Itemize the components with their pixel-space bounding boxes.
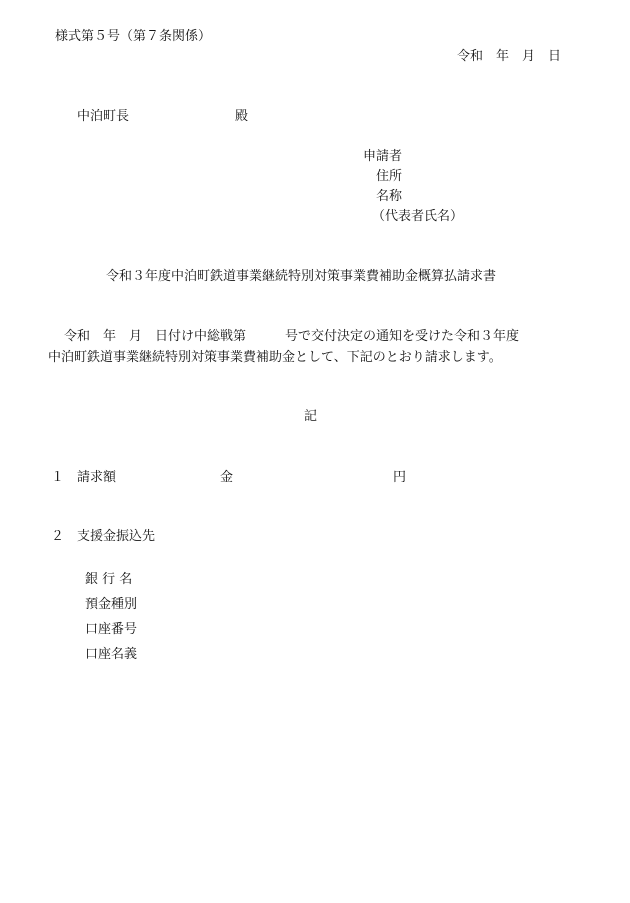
item-2-number: ２	[51, 529, 65, 544]
claim-amount-yen: 円	[393, 470, 407, 485]
applicant-address-label: 住所	[376, 169, 403, 184]
account-number-label: 口座番号	[85, 622, 138, 637]
body-text-line-2: 中泊町鉄道事業継続特別対策事業費補助金として、下記のとおり請求します。	[48, 350, 502, 365]
ki-heading: 記	[304, 409, 318, 424]
bank-name-label: 銀 行 名	[85, 572, 133, 587]
deposit-type-label: 預金種別	[85, 597, 138, 612]
applicant-label: 申請者	[363, 149, 403, 164]
form-number: 様式第５号（第７条関係）	[55, 29, 212, 44]
document-date: 令和 年 月 日	[457, 49, 562, 64]
body-text-line-1: 令和 年 月 日付け中総戦第 号で交付決定の通知を受けた令和３年度	[64, 329, 520, 344]
item-1-number: １	[51, 470, 65, 485]
transfer-destination-label: 支援金振込先	[77, 529, 156, 544]
account-holder-label: 口座名義	[85, 647, 138, 662]
claim-amount-kin: 金	[220, 470, 234, 485]
applicant-representative-label: （代表者氏名）	[372, 209, 464, 224]
applicant-name-label: 名称	[376, 189, 403, 204]
document-title: 令和３年度中泊町鉄道事業継続特別対策事業費補助金概算払請求書	[106, 269, 497, 284]
addressee-name: 中泊町長	[77, 109, 130, 124]
addressee-honorific: 殿	[235, 109, 249, 124]
claim-amount-label: 請求額	[77, 470, 117, 485]
